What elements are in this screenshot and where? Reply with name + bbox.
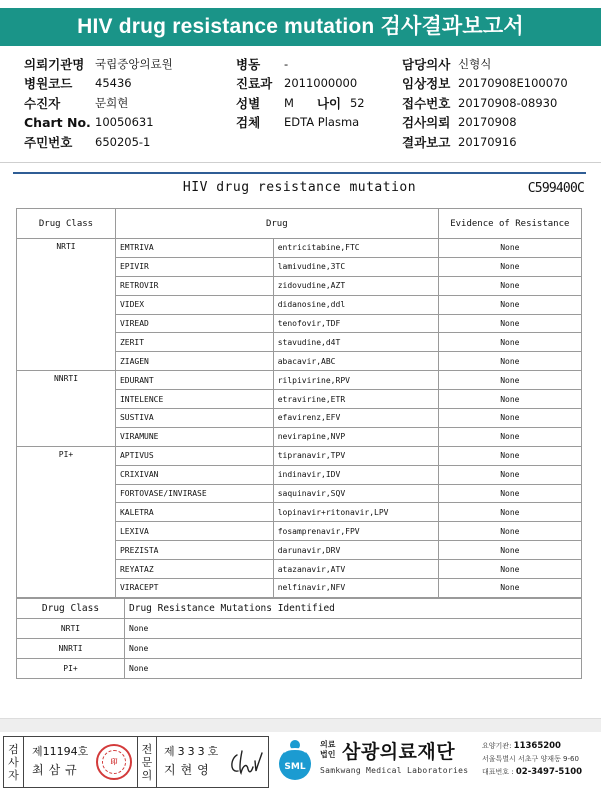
label-char: 자 <box>8 768 19 782</box>
brand-name-cell: LEXIVA <box>115 522 273 541</box>
brand-name-cell: ZIAGEN <box>115 352 273 371</box>
resident-number: 650205-1 <box>95 134 151 149</box>
org-type-line: 법인 <box>320 750 336 759</box>
brand-name-cell: KALETRA <box>115 503 273 522</box>
examiner-name: 최삼규 <box>32 763 82 777</box>
brand-name-cell: VIREAD <box>115 314 273 333</box>
table-row <box>17 659 582 679</box>
organization-phone: 02-3497-5100 <box>515 767 583 777</box>
mutations-cell: None <box>125 619 582 639</box>
table-row <box>17 446 582 465</box>
generic-name-cell: nevirapine,NVP <box>273 427 438 446</box>
generic-name-cell: tenofovir,TDF <box>273 314 438 333</box>
field-label: 진료과 <box>236 76 273 92</box>
field-label: 임상정보 <box>402 76 451 92</box>
generic-name-cell: tipranavir,TPV <box>273 446 438 465</box>
evidence-cell: None <box>438 560 581 579</box>
field-label: 접수번호 <box>402 95 451 111</box>
organization-type <box>320 740 335 760</box>
requesting-institution: 국립중앙의료원 <box>95 56 173 71</box>
handwritten-signature-icon <box>228 747 264 779</box>
table-row <box>17 371 582 390</box>
drug-class-cell: PI+ <box>17 446 116 597</box>
generic-name-cell: lopinavir+ritonavir,LPV <box>273 503 438 522</box>
brand-name-cell: ZERIT <box>115 333 273 352</box>
generic-name-cell: efavirenz,EFV <box>273 409 438 428</box>
examiner-license: 제11194호 <box>32 745 89 758</box>
evidence-cell: None <box>438 427 581 446</box>
generic-name-cell: stavudine,d4T <box>273 333 438 352</box>
evidence-cell: None <box>438 314 581 333</box>
label-char: 전 <box>141 742 153 756</box>
field-label: 의뢰기관명 <box>24 56 85 72</box>
evidence-cell: None <box>438 465 581 484</box>
report-title: HIV drug resistance mutation <box>182 180 417 195</box>
brand-name-cell: INTELENCE <box>115 390 273 409</box>
receipt-number: 20170908-08930 <box>458 95 558 110</box>
evidence-cell: None <box>438 371 581 390</box>
chart-number: 10050631 <box>95 115 154 130</box>
generic-name-cell: abacavir,ABC <box>273 352 438 371</box>
organization-block <box>272 736 601 788</box>
test-code: C599400C <box>527 181 584 196</box>
label-char: 검 <box>8 742 19 756</box>
specialist-label <box>137 737 157 787</box>
generic-name-cell: atazanavir,ATV <box>273 560 438 579</box>
generic-name-cell: didanosine,ddl <box>273 295 438 314</box>
document-title: HIV drug resistance mutation 검사결과보고서 <box>77 15 524 38</box>
generic-name-cell: zidovudine,AZT <box>273 276 438 295</box>
evidence-cell: None <box>438 409 581 428</box>
organization-name: 삼광의료재단 <box>342 741 456 763</box>
generic-name-cell: lamivudine,3TC <box>273 257 438 276</box>
sml-logo-icon <box>272 738 318 784</box>
field-label: 나이 <box>316 95 342 111</box>
report-header <box>13 172 586 202</box>
evidence-cell: None <box>438 446 581 465</box>
drug-class-cell: NRTI <box>17 619 125 639</box>
official-seal-icon <box>96 744 132 780</box>
drug-table-body <box>17 239 582 598</box>
brand-name-cell: RETROVIR <box>115 276 273 295</box>
drug-resistance-table <box>16 208 582 598</box>
brand-name-cell: VIRAMUNE <box>115 427 273 446</box>
evidence-cell: None <box>438 333 581 352</box>
evidence-cell: None <box>438 541 581 560</box>
mutations-table <box>16 598 582 679</box>
logo-text: SML <box>284 762 306 772</box>
generic-name-cell: darunavir,DRV <box>273 541 438 560</box>
department: 2011000000 <box>284 76 358 91</box>
table-row <box>17 239 582 258</box>
label-char: 문 <box>141 755 153 769</box>
generic-name-cell: fosamprenavir,FPV <box>273 522 438 541</box>
org-type-line: 의료 <box>320 740 336 749</box>
section-divider <box>0 162 601 163</box>
examiner-label <box>4 737 24 787</box>
drug-class-cell: NNRTI <box>17 639 125 659</box>
drug-class-cell: NNRTI <box>17 371 116 447</box>
brand-name-cell: CRIXIVAN <box>115 465 273 484</box>
generic-name-cell: entricitabine,FTC <box>273 239 438 258</box>
field-label: 수진자 <box>24 95 61 111</box>
field-label: 검체 <box>236 115 261 131</box>
institution-label: 요양기관 <box>482 742 510 750</box>
mutations-cell: None <box>125 639 582 659</box>
table-row <box>17 619 582 639</box>
field-label: 담당의사 <box>402 56 451 72</box>
evidence-cell: None <box>438 579 581 598</box>
report-date: 20170916 <box>458 134 517 149</box>
hospital-code: 45436 <box>95 76 132 91</box>
institution-code: 11365200 <box>513 741 561 751</box>
brand-name-cell: SUSTIVA <box>115 409 273 428</box>
header-evidence: Evidence of Resistance <box>438 209 581 239</box>
evidence-cell: None <box>438 257 581 276</box>
header-drug: Drug <box>115 209 438 239</box>
specialist-info <box>164 743 221 779</box>
generic-name-cell: indinavir,IDV <box>273 465 438 484</box>
generic-name-cell: saquinavir,SQV <box>273 484 438 503</box>
field-label: 검사의뢰 <box>402 115 451 131</box>
brand-name-cell: EPIVIR <box>115 257 273 276</box>
specialist-license: 제333호 <box>164 745 222 758</box>
generic-name-cell: etravirine,ETR <box>273 390 438 409</box>
field-label: 결과보고 <box>402 134 451 150</box>
examiner-info <box>32 743 88 779</box>
field-label: 주민번호 <box>24 134 73 150</box>
report-title-bar <box>0 8 601 46</box>
organization-contact: 요양기관: 11365200 서울특별시 서초구 양재동 9-60 대표번호 : 02-3497-5100 <box>482 741 583 777</box>
header-mutations: Drug Resistance Mutations Identified <box>125 599 582 619</box>
field-label: 성별 <box>236 95 261 111</box>
specimen: EDTA Plasma <box>284 115 360 130</box>
brand-name-cell: REYATAZ <box>115 560 273 579</box>
header-drug-class: Drug Class <box>17 599 125 619</box>
patient-info-column-1 <box>24 54 173 152</box>
mutations-cell: None <box>125 659 582 679</box>
patient-name: 문희현 <box>95 95 129 110</box>
specialist-name: 지현영 <box>164 763 214 777</box>
field-label: 병원코드 <box>24 76 73 92</box>
patient-info-column-2 <box>236 54 365 132</box>
label-char: 의 <box>141 768 153 782</box>
generic-name-cell: nelfinavir,NFV <box>273 579 438 598</box>
drug-class-cell: PI+ <box>17 659 125 679</box>
evidence-cell: None <box>438 295 581 314</box>
field-label: Chart No. <box>24 114 91 130</box>
footer-divider <box>0 718 601 732</box>
clinical-info: 20170908E100070 <box>458 76 568 91</box>
sex: M <box>284 95 294 110</box>
brand-name-cell: VIRACEPT <box>115 579 273 598</box>
patient-info-column-3 <box>402 54 568 152</box>
header-drug-class: Drug Class <box>17 209 116 239</box>
evidence-cell: None <box>438 276 581 295</box>
evidence-cell: None <box>438 503 581 522</box>
brand-name-cell: FORTOVASE/INVIRASE <box>115 484 273 503</box>
seal-text: 印 <box>102 750 126 774</box>
table-row <box>17 639 582 659</box>
brand-name-cell: APTIVUS <box>115 446 273 465</box>
phone-label: 대표번호 <box>482 768 510 776</box>
evidence-cell: None <box>438 390 581 409</box>
generic-name-cell: rilpivirine,RPV <box>273 371 438 390</box>
brand-name-cell: PREZISTA <box>115 541 273 560</box>
evidence-cell: None <box>438 484 581 503</box>
brand-name-cell: EMTRIVA <box>115 239 273 258</box>
organization-english-name: Samkwang Medical Laboratories <box>320 766 469 775</box>
request-date: 20170908 <box>458 115 517 130</box>
mutations-table-body <box>17 619 582 679</box>
attending-doctor: 신형식 <box>458 56 492 71</box>
evidence-cell: None <box>438 239 581 258</box>
drug-class-cell: NRTI <box>17 239 116 371</box>
brand-name-cell: EDURANT <box>115 371 273 390</box>
evidence-cell: None <box>438 522 581 541</box>
organization-address: 서울특별시 서초구 양재동 9-60 <box>482 755 579 763</box>
signature-box <box>3 736 269 788</box>
age: 52 <box>349 95 365 110</box>
field-label: 병동 <box>236 56 261 72</box>
brand-name-cell: VIDEX <box>115 295 273 314</box>
label-char: 사 <box>8 755 19 769</box>
evidence-cell: None <box>438 352 581 371</box>
ward: - <box>284 56 289 71</box>
